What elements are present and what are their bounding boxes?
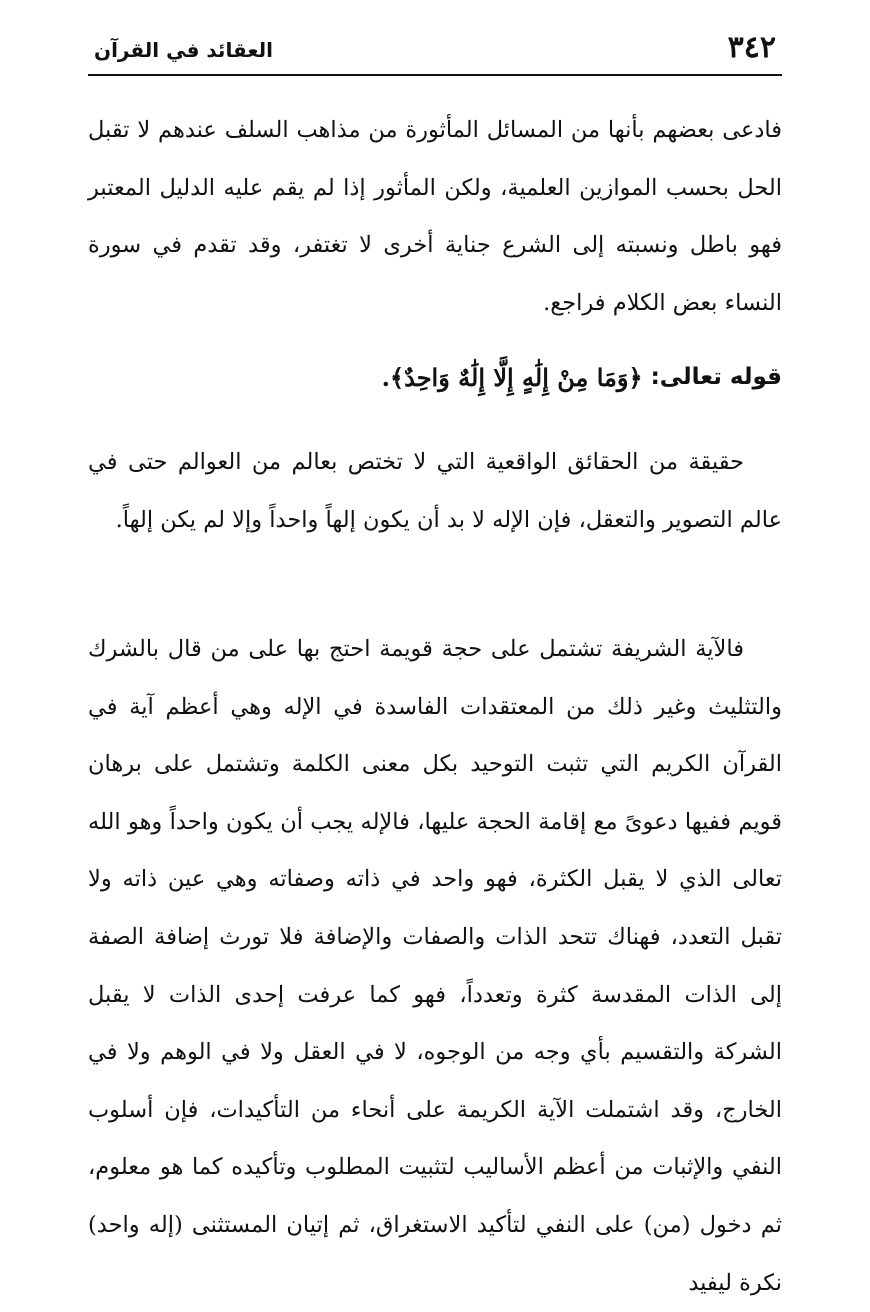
verse-heading	[88, 332, 782, 424]
page-body	[88, 102, 782, 1312]
verse-label: قوله تعالى:	[650, 364, 782, 391]
paragraph: فالآية الشريفة تشتمل على حجة قويمة احتج بها على من قال بالشرك والتثليث وغير ذلك من المعتقدات الفاسدة في الإله وهي أعظم آية في القرآن الكريم التي تثبت التوحيد بكل معنى الكلمة وتشتمل على برهان قويم ففيها دعوىً مع إقامة الحجة عليها، فالإله يجب أن يكون واحداً وهو الله تعالى الذي لا يقبل الكثرة، فهو واحد في ذاته وصفاته وهي عين ذاته ولا تقبل التعدد، فهناك تتحد الذات والصفات والإضافة فلا تورث إضافة الصفة إلى الذات المقدسة كثرة وتعدداً، فهو كما عرفت إحدى الذات لا يقبل الشركة والتقسيم بأي وجه من الوجوه، لا في العقل ولا في الوهم ولا في الخارج، وقد اشتملت الآية الكريمة على أنحاء من التأكيدات، فإن أسلوب النفي والإثبات من أعظم الأساليب لتثبيت المطلوب وتأكيده كما هو معلوم، ثم دخول (من) على النفي لتأكيد الاستغراق، ثم إتيان المستثنى (إله واحد) نكرة ليفيد	[88, 636, 782, 1296]
page-header	[88, 26, 782, 76]
running-title: العقائد في القرآن	[94, 38, 274, 62]
page-number: ٣٤٢	[727, 30, 776, 65]
paragraph: حقيقة من الحقائق الواقعية التي لا تختص بعالم من العوالم حتى في عالم التصوير والتعقل، فإن الإله لا بد أن يكون إلهاً واحداً وإلا لم يكن إلهاً.	[88, 449, 782, 533]
verse-quote: ﴿وَمَا مِنْ إِلَٰهٍ إِلَّا إِلَٰهٌ وَاحِدٌ﴾.	[381, 363, 643, 393]
paragraph: فادعى بعضهم بأنها من المسائل المأثورة من مذاهب السلف عندهم لا تقبل الحل بحسب الموازين العلمية، ولكن المأثور إذا لم يقم عليه الدليل المعتبر فهو باطل ونسبته إلى الشرع جناية أخرى لا تغتفر، وقد تقدم في سورة النساء بعض الكلام فراجع.	[88, 117, 782, 316]
